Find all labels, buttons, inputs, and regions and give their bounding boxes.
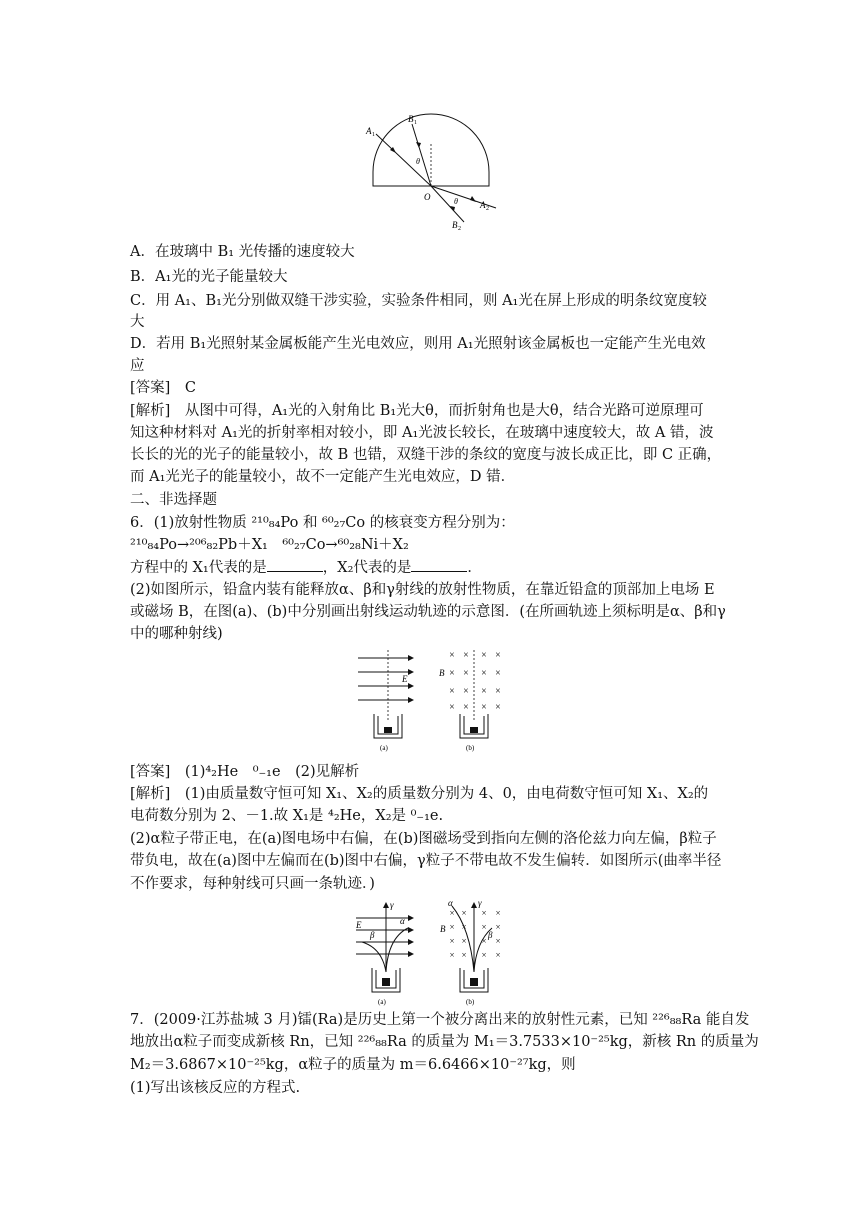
svg-text:×: × [463,686,469,697]
label-gamma-b: γ [478,898,482,908]
q6-explanation-1: [解析] (1)由质量数守恒可知 X₁、X₂的质量数分别为 4、0，由电荷数守恒可知 X₁、X₂的 [130,786,709,802]
q6-explanation-5: 不作要求，每种射线可只画一条轨迹．) [130,876,375,892]
q5-answer: [答案] C [130,380,196,396]
label-a2: A [480,200,486,210]
trajectory-figure [352,898,508,1006]
svg-text:×: × [481,936,487,946]
label-beta-b: β [488,930,493,940]
svg-text:×: × [463,702,469,713]
label-a: (a) [380,744,388,752]
q7-line4: (1)写出该核反应的方程式. [130,1080,301,1096]
svg-text:×: × [481,922,487,932]
svg-text:×: × [481,668,487,679]
option-b: B．A₁光的光子能量较大 [130,269,288,285]
svg-text:×: × [461,908,467,918]
label-b2: B [452,220,458,230]
label-alpha-b: α [448,898,453,908]
label-a1: A [366,126,372,136]
svg-text:×: × [461,936,467,946]
refraction-figure [356,112,506,236]
label-b1: B [408,114,414,124]
q6-explanation-2: 电荷数分别为 2、－1.故 X₁是 ⁴₂He，X₂是 ⁰₋₁e. [130,808,444,824]
source-b [470,727,478,733]
svg-text:×: × [449,950,455,960]
svg-text:×: × [495,950,501,960]
svg-text:×: × [463,668,469,679]
source-a [384,727,392,733]
label-e: E [402,674,408,684]
label-a2-sub: 2 [486,206,489,212]
label-a-solution: (a) [378,998,386,1006]
svg-text:×: × [449,702,455,713]
label-o: O [424,192,431,202]
svg-text:×: × [495,922,501,932]
label-b1-sub: 1 [414,120,417,126]
q5-explanation-3: 长长的光的光子的能量较小，故 B 也错，双缝干涉的条纹的宽度与波长成正比，即 C 正确， [130,447,722,463]
beta-ray-a [362,942,386,972]
alpha-ray-a [386,928,408,972]
blank-x1[interactable] [267,557,323,572]
blank-x2[interactable] [411,557,467,572]
svg-text:×: × [495,668,501,679]
label-b: (b) [466,744,475,752]
q6-explanation-4: 带负电，故在(a)图中左偏而在(b)图中右偏，γ粒子不带电故不发生偏转．如图所示(曲率半径 [130,853,722,869]
field-setup-figure [354,646,504,754]
label-b-solution-caption: (b) [466,998,475,1006]
q6-blank-suffix: ． [467,560,482,576]
svg-text:×: × [463,650,469,661]
label-alpha-a: α [400,916,405,926]
q5-explanation-1: [解析] 从图中可得，A₁光的入射角比 B₁光大θ，而折射角也是大θ，结合光路可逆原理可 [130,403,704,419]
svg-text:×: × [449,936,455,946]
q7-line2: 地放出α粒子而变成新核 Rn，已知 ²²⁶₈₈Ra 的质量为 M₁＝3.7533×10⁻²⁵kg，新核 Rn 的质量为 [130,1034,759,1050]
q6-explanation-3: (2)α粒子带正电，在(a)图电场中右偏，在(b)图磁场受到指向左侧的洛伦兹力向左偏，β粒子 [130,831,717,847]
q6-blank-prefix: 方程中的 X₁代表的是 [130,560,267,576]
q6-part2-line1: (2)如图所示，铅盒内装有能释放α、β和γ射线的放射性物质，在靠近铅盒的顶部加上电场 E [130,582,715,598]
q6-part2-line3: 中的哪种射线) [130,626,223,642]
q6-equations: ²¹⁰₈₄Po→²⁰⁶₈₂Pb＋X₁ ⁶⁰₂₇Co→⁶⁰₂₈Ni＋X₂ [130,537,409,553]
section-heading: 二、非选择题 [130,492,217,508]
svg-text:×: × [461,950,467,960]
label-theta-top: θ [416,157,420,166]
label-b-solution: B [440,924,446,934]
option-c-line2: 大 [130,314,145,330]
svg-text:×: × [449,922,455,932]
q6-part2-line2: 或磁场 B，在图(a)、(b)中分别画出射线运动轨迹的示意图．(在所画轨迹上须标明是α、β和γ [130,604,726,620]
q6-line1: 6．(1)放射性物质 ²¹⁰₈₄Po 和 ⁶⁰₂₇Co 的核衰变方程分别为： [130,515,515,531]
svg-text:×: × [449,650,455,661]
svg-text:×: × [495,908,501,918]
svg-text:×: × [495,936,501,946]
option-d-line1: D．若用 B₁光照射某金属板能产生光电效应，则用 A₁光照射该金属板也一定能产生光电效 [130,336,706,352]
svg-text:×: × [481,650,487,661]
option-d-line2: 应 [130,358,145,374]
svg-text:×: × [449,686,455,697]
label-theta-bottom: θ [454,197,458,206]
label-a1-sub: 1 [372,132,375,138]
svg-text:×: × [481,950,487,960]
q5-explanation-4: 而 A₁光光子的能量较小，故不一定能产生光电效应，D 错． [130,469,516,485]
q6-blank-middle: ，X₂代表的是 [322,560,412,576]
label-gamma-a: γ [390,900,394,910]
label-b2-sub: 2 [458,226,461,232]
option-a: A．在玻璃中 B₁ 光传播的速度较大 [130,244,355,260]
svg-text:×: × [495,686,501,697]
svg-text:×: × [461,922,467,932]
svg-text:×: × [481,686,487,697]
q7-line3: M₂＝3.6867×10⁻²⁵kg，α粒子的质量为 m＝6.6466×10⁻²⁷kg，则 [130,1057,576,1073]
svg-text:×: × [449,908,455,918]
svg-text:×: × [481,702,487,713]
option-c-line1: C．用 A₁、B₁光分别做双缝干涉实验，实验条件相同，则 A₁光在屏上形成的明条纹宽度较 [130,293,707,309]
label-e-solution: E [356,920,362,930]
q7-line1: 7．(2009·江苏盐城 3 月)镭(Ra)是历史上第一个被分离出来的放射性元素，已知 ²²⁶₈₈Ra 能自发 [130,1012,750,1028]
svg-text:×: × [495,702,501,713]
magnetic-field-crosses-solution [449,908,500,960]
q5-explanation-2: 知这种材料对 A₁光的折射率相对较小，即 A₁光波长较长，在玻璃中速度较大，故 A 错，波 [130,425,714,441]
svg-text:×: × [481,908,487,918]
svg-text:×: × [449,668,455,679]
magnetic-field-crosses [449,650,501,713]
q6-answer: [答案] (1)⁴₂He ⁰₋₁e (2)见解析 [130,764,360,780]
label-beta-a: β [370,930,375,940]
label-b-field: B [439,668,445,678]
q6-blanks-line [130,557,482,578]
svg-text:×: × [495,650,501,661]
